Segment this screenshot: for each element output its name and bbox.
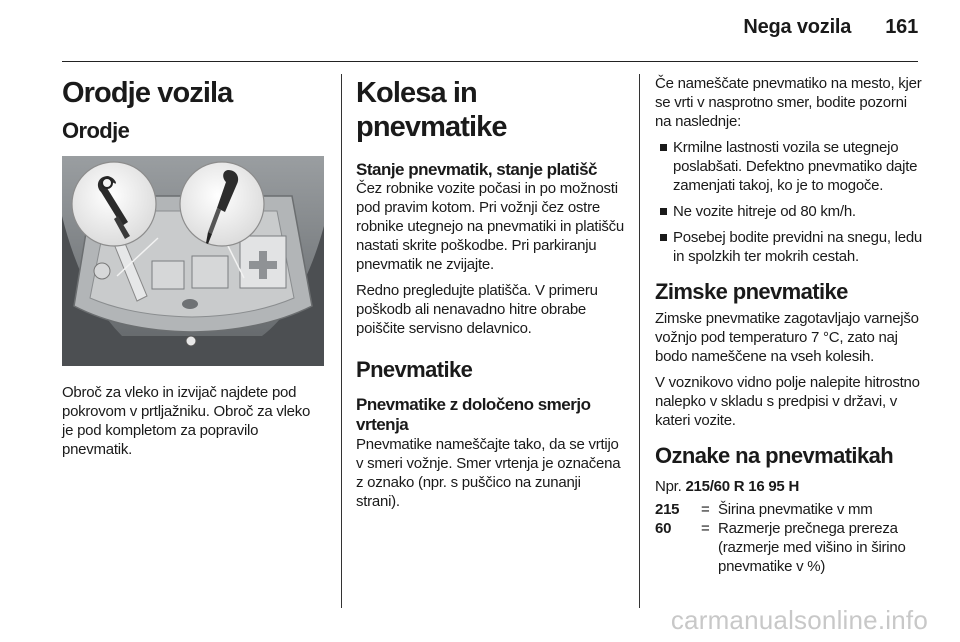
subheading-tools: Orodje: [62, 118, 130, 143]
reverse-mount-list: [655, 138, 923, 266]
section-heading-wheels-tyres: Kolesa in pnevmatike: [356, 77, 507, 143]
definition-value: Razmerje prečnega prereza (razmerje med višino in širino pnevmatike v %): [718, 520, 906, 575]
section-heading-vehicle-tools: Orodje vozila: [62, 77, 233, 109]
tyre-condition-text-1: Čez robnike vozite počasi in po možnosti pod pravim kotom. Pri vožnji čez ostre robnike utegnejo na pnevmatiki in platišču nastati skrite poškodbe. Pri parkiranju pnevmatik ne zvijajte.: [356, 180, 625, 273]
list-item: Krmilne lastnosti vozila se utegnejo poslabšati. Defektno pnevmatiko dajte zamenjati takoj, ko je to mogoče.: [655, 138, 923, 195]
subheading-tyre-condition: Stanje pnevmatik, stanje platišč: [356, 160, 597, 179]
column-3: [655, 74, 923, 576]
subheading-winter-tyres: Zimske pnevmatike: [655, 279, 848, 304]
column-divider-right: [639, 74, 640, 608]
column-2: [356, 74, 626, 518]
reverse-mount-intro: Če nameščate pnevmatiko na mesto, kjer se vrti v nasprotno smer, bodite pozorni na naslednje:: [655, 75, 922, 130]
running-head: [743, 16, 918, 39]
example-value: 215/60 R 16 95 H: [685, 478, 800, 495]
subheading-tyre-markings: Oznake na pnevmatikah: [655, 443, 894, 468]
definition-value: Širina pnevmatike v mm: [718, 501, 873, 518]
tools-photo: [62, 156, 324, 366]
definition-key: 215: [655, 501, 680, 518]
definition-row: [655, 519, 923, 576]
column-1: [62, 74, 324, 466]
definition-eq: =: [701, 520, 710, 537]
winter-tyres-text-2: V voznikovo vidno polje nalepite hitrostno nalepko v skladu s predpisi v državi, v kateri vozite.: [655, 374, 920, 429]
tyre-condition-text-2: Redno pregledujte platišča. V primeru poškodb ali nenavadno hitre obrabe poiščite servisno delavnico.: [356, 282, 598, 337]
list-item: Posebej bodite previdni na snegu, ledu in spolzkih ter mokrih cestah.: [655, 228, 923, 266]
winter-tyres-text-1: Zimske pnevmatike zagotavljajo varnejšo vožnjo pod temperaturo 7 °C, zato naj bodo nameščene na vseh kolesih.: [655, 310, 919, 365]
trunk-illustration: [62, 156, 324, 366]
definition-key: 60: [655, 520, 672, 537]
definition-eq: =: [701, 501, 710, 518]
chapter-title: Nega vozila: [743, 16, 852, 38]
definition-row: [655, 500, 923, 519]
watermark: carmanualsonline.info: [670, 605, 928, 635]
header-rule: [62, 61, 918, 62]
directional-tyres-text: Pnevmatike nameščajte tako, da se vrtijo v smeri vožnje. Smer vrtenja je označena z oznako (npr. s puščico na zunanji strani).: [356, 436, 621, 510]
subheading-tyres: Pnevmatike: [356, 357, 473, 382]
tools-location-text: Obroč za vleko in izvijač najdete pod pokrovom v prtljažniku. Obroč za vleko je pod kompletom za popravilo pnevmatik.: [62, 384, 311, 458]
list-item: Ne vozite hitreje od 80 km/h.: [655, 202, 923, 221]
example-prefix: Npr.: [655, 478, 682, 495]
column-divider-left: [341, 74, 342, 608]
page-number: 161: [885, 16, 918, 38]
tyre-marking-example: [655, 477, 923, 496]
subheading-directional-tyres: Pnevmatike z določeno smerjo vrtenja: [356, 395, 591, 434]
